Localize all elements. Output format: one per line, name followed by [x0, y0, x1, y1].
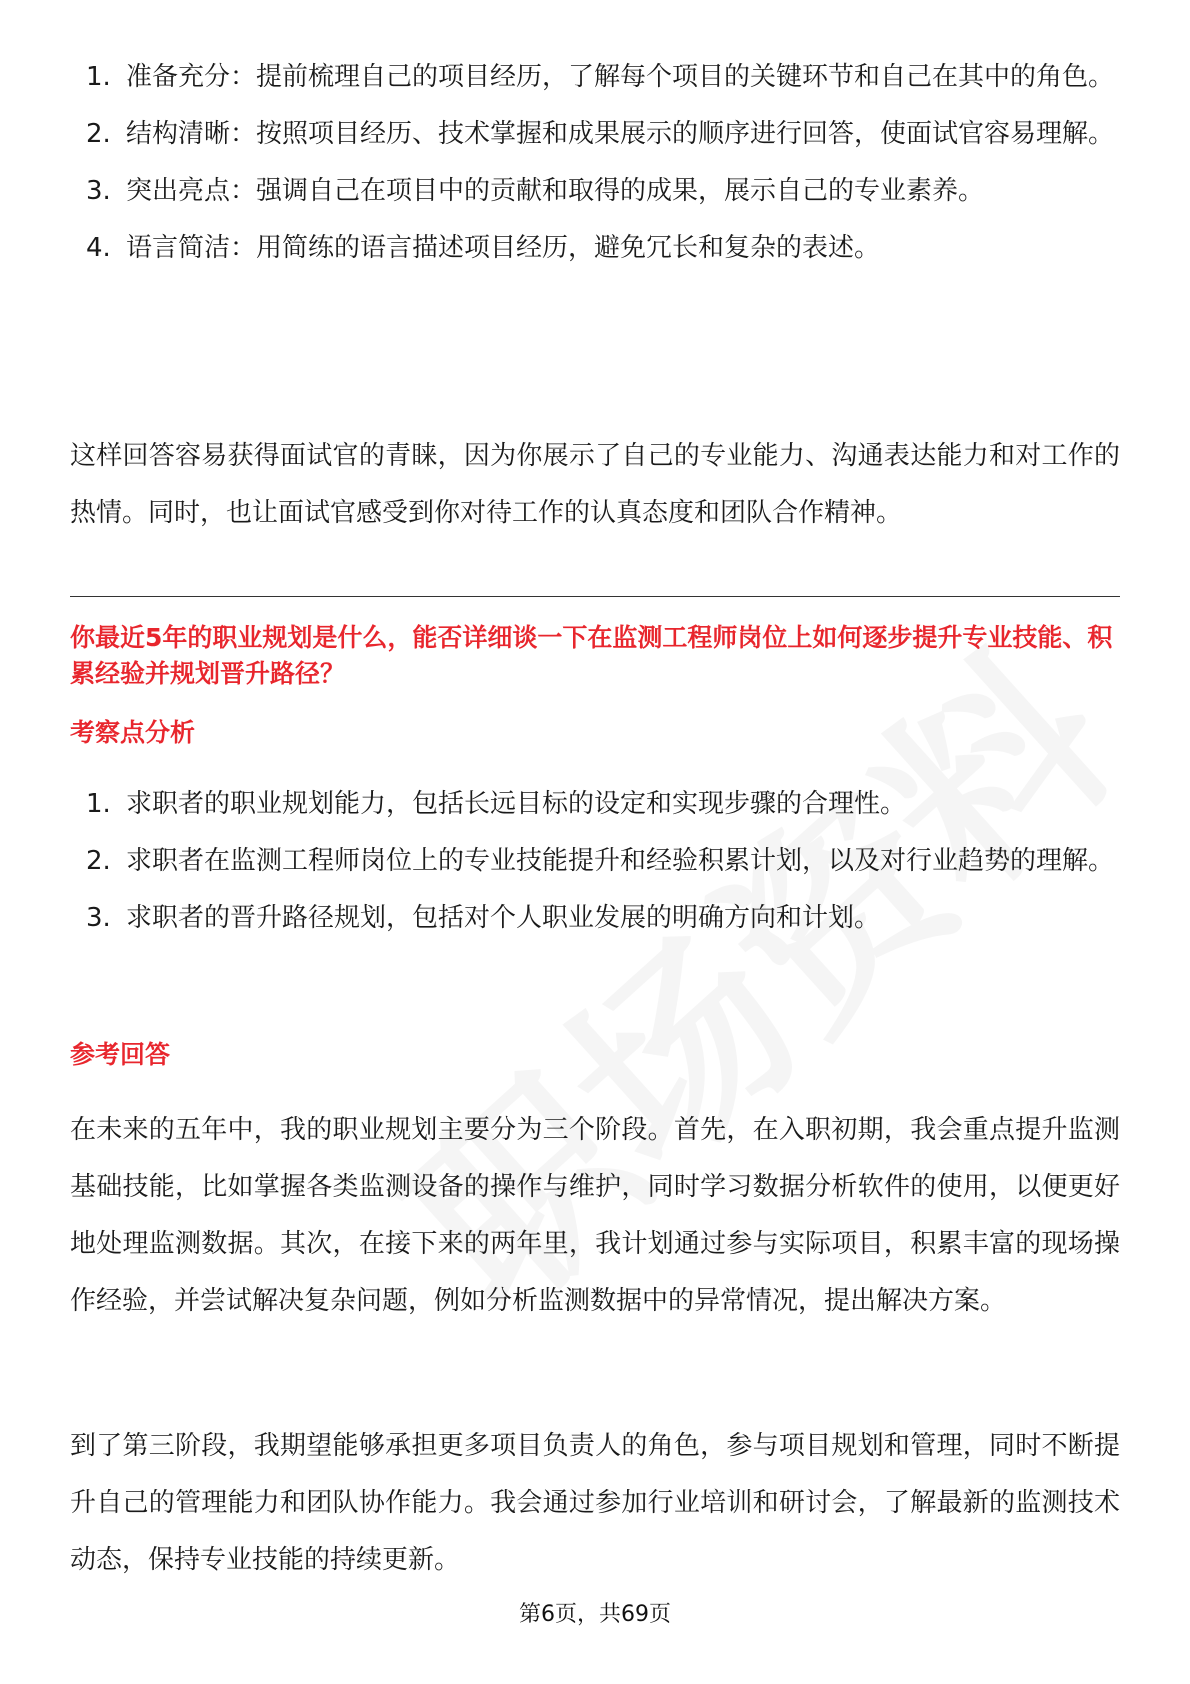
answer-paragraph: 到了第三阶段，我期望能够承担更多项目负责人的角色，参与项目规划和管理，同时不断提升自己的管理能力和团队协作能力。我会通过参加行业培训和研讨会，了解最新的监测技术动态，保持专业技能的持续更新。 [70, 1431, 1120, 1575]
tips-list [86, 49, 1116, 277]
list-item-number: 2. [86, 846, 111, 876]
list-item-text: 结构清晰：按照项目经历、技术掌握和成果展示的顺序进行回答，使面试官容易理解。 [126, 119, 1115, 149]
analysis-heading: 考察点分析 [70, 718, 196, 747]
list-item [86, 163, 1116, 220]
list-item [86, 106, 1116, 163]
summary-paragraph: 这样回答容易获得面试官的青睐，因为你展示了自己的专业能力、沟通表达能力和对工作的热情。同时，也让面试官感受到你对待工作的认真态度和团队合作精神。 [70, 441, 1120, 528]
interview-question: 你最近5年的职业规划是什么，能否详细谈一下在监测工程师岗位上如何逐步提升专业技能、积累经验并规划晋升路径？ [70, 623, 1113, 688]
list-item-number: 4. [86, 233, 111, 263]
list-item-number: 3. [86, 903, 111, 933]
section-divider [70, 596, 1120, 597]
list-item [86, 49, 1116, 106]
answer-paragraph: 在未来的五年中，我的职业规划主要分为三个阶段。首先，在入职初期，我会重点提升监测基础技能，比如掌握各类监测设备的操作与维护，同时学习数据分析软件的使用，以便更好地处理监测数据。其次，在接下来的两年里，我计划通过参与实际项目，积累丰富的现场操作经验，并尝试解决复杂问题，例如分析监测数据中的异常情况，提出解决方案。 [70, 1115, 1120, 1316]
list-item [86, 890, 1116, 947]
list-item-text: 求职者的职业规划能力，包括长远目标的设定和实现步骤的合理性。 [126, 789, 907, 819]
list-item [86, 833, 1116, 890]
list-item-text: 求职者的晋升路径规划，包括对个人职业发展的明确方向和计划。 [126, 903, 881, 933]
list-item-number: 3. [86, 176, 111, 206]
list-item-number: 1. [86, 62, 111, 92]
list-item-text: 语言简洁：用简练的语言描述项目经历，避免冗长和复杂的表述。 [126, 233, 881, 263]
list-item-text: 求职者在监测工程师岗位上的专业技能提升和经验积累计划，以及对行业趋势的理解。 [126, 846, 1115, 876]
list-item [86, 220, 1116, 277]
list-item-text: 准备充分：提前梳理自己的项目经历，了解每个项目的关键环节和自己在其中的角色。 [126, 62, 1115, 92]
list-item-number: 2. [86, 119, 111, 149]
list-item-text: 突出亮点：强调自己在项目中的贡献和取得的成果，展示自己的专业素养。 [126, 176, 985, 206]
analysis-list [86, 776, 1116, 947]
page-number: 第6页，共69页 [519, 1602, 671, 1627]
answer-heading: 参考回答 [70, 1040, 171, 1069]
list-item-number: 1. [86, 789, 111, 819]
list-item [86, 776, 1116, 833]
